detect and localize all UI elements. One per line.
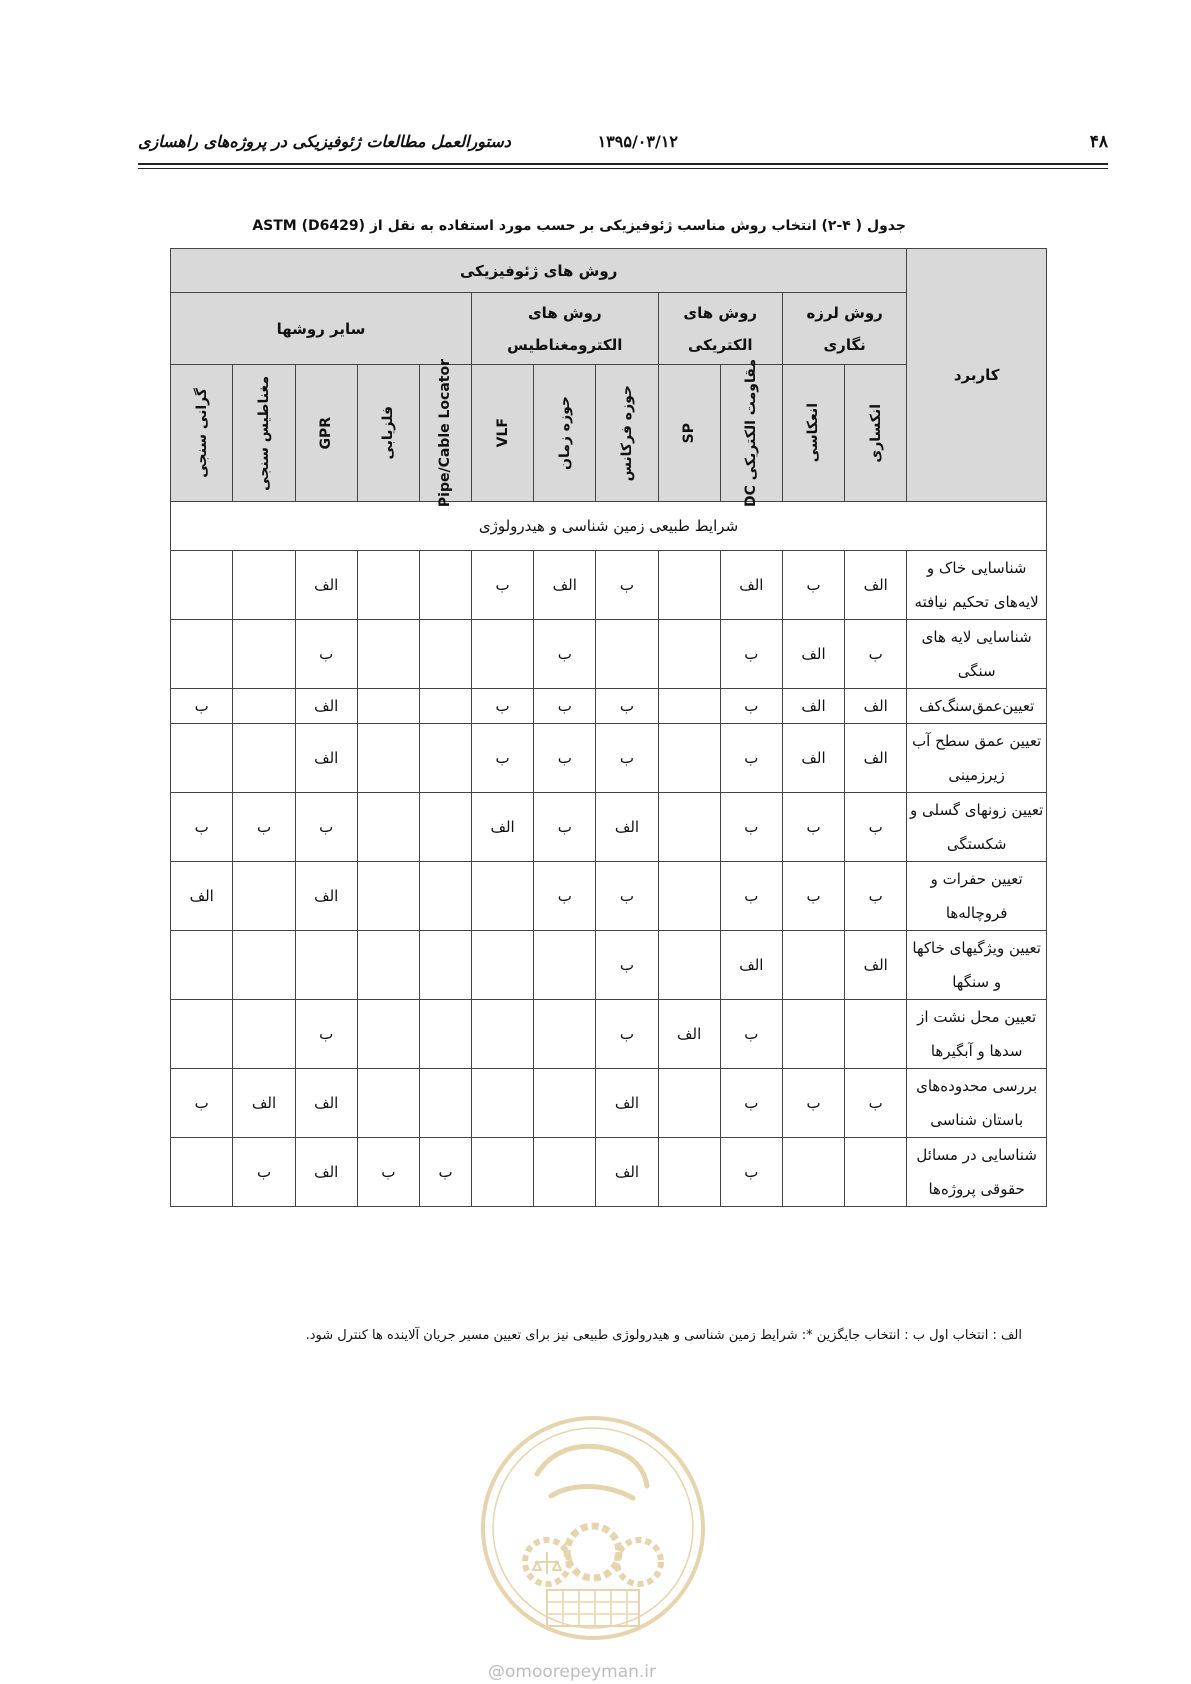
rating-cell: ب: [295, 620, 357, 689]
rating-cell: [233, 551, 295, 620]
header-rule-thin: [138, 168, 1108, 169]
method-group-header: سایر روشها: [171, 293, 472, 365]
method-header-label: GPR: [318, 416, 335, 450]
rating-cell: ب: [782, 551, 844, 620]
table-row: [171, 862, 1047, 931]
rating-cell: ب: [171, 793, 233, 862]
table-caption: جدول ( ۴-۲) انتخاب روش مناسب ژئوفیزیکی بر حسب مورد استفاده به نقل از ASTM (D6429): [252, 218, 906, 234]
rating-cell: [233, 862, 295, 931]
rating-cell: ب: [782, 862, 844, 931]
rating-cell: ب: [596, 689, 658, 724]
method-header-label: VLF: [494, 418, 511, 448]
methods-main-header: روش های ژئوفیزیکی: [171, 249, 907, 293]
rating-cell: ب: [472, 551, 534, 620]
application-cell: تعیین عمق سطح آب زیرزمینی: [907, 724, 1047, 793]
grid-base: [547, 1590, 639, 1626]
rating-cell: [420, 1069, 472, 1138]
rating-cell: ب: [534, 689, 596, 724]
scales-icon: [533, 1552, 561, 1574]
rating-cell: [420, 1000, 472, 1069]
rating-cell: ب: [845, 620, 907, 689]
rating-cell: [658, 862, 720, 931]
method-header: [534, 365, 596, 502]
rating-cell: [171, 931, 233, 1000]
table-row: [171, 1000, 1047, 1069]
method-header: [357, 365, 419, 502]
rating-cell: ب: [233, 1138, 295, 1207]
rating-cell: ب: [596, 551, 658, 620]
rating-cell: ب: [233, 793, 295, 862]
rating-cell: ب: [534, 724, 596, 793]
rating-cell: ب: [720, 1069, 782, 1138]
rating-cell: ب: [534, 862, 596, 931]
table-row: [171, 551, 1047, 620]
application-cell: شناسایی در مسائل حقوقی پروژه‌ها: [907, 1138, 1047, 1207]
rating-cell: [233, 931, 295, 1000]
application-cell: بررسی محدوده‌های باستان شناسی: [907, 1069, 1047, 1138]
rating-cell: [845, 1000, 907, 1069]
rating-cell: ب: [720, 689, 782, 724]
application-cell: شناسایی خاک و لایه‌های تحکیم نیافته: [907, 551, 1047, 620]
table-row: [171, 689, 1047, 724]
rating-cell: ب: [534, 793, 596, 862]
watermark-site: @omoorepeyman.ir: [488, 1662, 657, 1682]
rating-cell: [233, 620, 295, 689]
rating-cell: ب: [420, 1138, 472, 1207]
method-header: [658, 365, 720, 502]
method-group-header: روش لرزه نگاری: [782, 293, 906, 365]
rating-cell: [357, 620, 419, 689]
method-header: [845, 365, 907, 502]
rating-cell: ب: [782, 793, 844, 862]
rating-cell: ب: [472, 689, 534, 724]
method-header: [720, 358, 782, 508]
rating-cell: [171, 1138, 233, 1207]
application-cell: تعیین حفرات و فروچاله‌ها: [907, 862, 1047, 931]
rating-cell: الف: [233, 1069, 295, 1138]
rating-cell: [420, 862, 472, 931]
rating-cell: [658, 724, 720, 793]
rating-cell: ب: [596, 931, 658, 1000]
application-cell: تعیین‌عمق‌سنگ‌کف: [907, 689, 1047, 724]
rating-cell: [295, 931, 357, 1000]
method-header-label: حوزه زمان: [556, 396, 573, 470]
application-cell: شناسایی لایه های سنگی: [907, 620, 1047, 689]
rating-cell: [658, 620, 720, 689]
method-header: [233, 365, 295, 502]
rating-cell: ب: [596, 1000, 658, 1069]
rating-cell: ب: [171, 689, 233, 724]
rating-cell: الف: [845, 931, 907, 1000]
page-number: ۴۸: [1089, 132, 1108, 152]
method-header-label: SP: [681, 422, 698, 444]
grid-lines: [547, 1590, 639, 1626]
table-row: [171, 620, 1047, 689]
brand-logotype: [537, 1446, 647, 1498]
method-group-header: روش های الکتریکی: [658, 293, 782, 365]
rating-cell: [658, 1069, 720, 1138]
rating-cell: الف: [472, 793, 534, 862]
rating-cell: ب: [534, 620, 596, 689]
rating-cell: [472, 931, 534, 1000]
rating-cell: ب: [720, 620, 782, 689]
rating-cell: [472, 620, 534, 689]
rating-cell: [782, 931, 844, 1000]
rating-cell: [845, 1138, 907, 1207]
rating-cell: [420, 689, 472, 724]
method-header-label: انکساری: [867, 403, 884, 463]
rating-cell: [357, 931, 419, 1000]
application-cell: تعیین زونهای گسلی و شکستگی: [907, 793, 1047, 862]
rating-cell: ب: [720, 1000, 782, 1069]
rating-cell: [171, 620, 233, 689]
method-header-label: مغناطیس سنجی: [255, 375, 272, 491]
rating-cell: [472, 862, 534, 931]
rating-cell: الف: [658, 1000, 720, 1069]
rating-cell: ب: [720, 862, 782, 931]
table-row: [171, 793, 1047, 862]
rating-cell: ب: [782, 1069, 844, 1138]
rating-cell: ب: [295, 1000, 357, 1069]
rating-cell: الف: [295, 689, 357, 724]
application-header: کاربرد: [907, 249, 1047, 502]
rating-cell: [534, 1069, 596, 1138]
rating-cell: [658, 689, 720, 724]
rating-cell: [171, 1000, 233, 1069]
rating-cell: الف: [295, 724, 357, 793]
methods-table: [170, 248, 1047, 1207]
rating-cell: الف: [295, 862, 357, 931]
rating-cell: الف: [596, 1069, 658, 1138]
table-row: [171, 724, 1047, 793]
method-header: [596, 365, 658, 502]
rating-cell: [357, 1000, 419, 1069]
rating-cell: الف: [720, 931, 782, 1000]
page-header: [138, 128, 1108, 158]
rating-cell: [472, 1138, 534, 1207]
rating-cell: [420, 793, 472, 862]
rating-cell: الف: [782, 620, 844, 689]
method-header: [171, 365, 233, 502]
rating-cell: [357, 1069, 419, 1138]
rating-cell: الف: [845, 551, 907, 620]
method-header-label: فلزیابی: [380, 406, 397, 460]
rating-cell: الف: [596, 1138, 658, 1207]
rating-cell: ب: [357, 1138, 419, 1207]
table-row: [171, 1138, 1047, 1207]
rating-cell: الف: [596, 793, 658, 862]
rating-cell: ب: [596, 862, 658, 931]
rating-cell: ب: [720, 793, 782, 862]
rating-cell: ب: [171, 1069, 233, 1138]
rating-cell: ب: [720, 724, 782, 793]
method-header-label: Pipe/Cable Locator: [437, 358, 454, 508]
rating-cell: الف: [295, 1138, 357, 1207]
rating-cell: [782, 1000, 844, 1069]
rating-cell: [534, 1138, 596, 1207]
rating-cell: [420, 724, 472, 793]
rating-cell: ب: [720, 1138, 782, 1207]
rating-cell: [420, 620, 472, 689]
method-group-header: روش های الکترومغناطیس: [472, 293, 659, 365]
rating-cell: الف: [171, 862, 233, 931]
rating-cell: ب: [472, 724, 534, 793]
rating-cell: [596, 620, 658, 689]
application-cell: تعیین محل نشت از سدها و آبگیرها: [907, 1000, 1047, 1069]
rating-cell: ب: [295, 793, 357, 862]
rating-cell: [658, 793, 720, 862]
rating-cell: [171, 724, 233, 793]
method-header-label: مقاومت الکتریکی DC: [743, 358, 760, 508]
method-header-label: حوزه فرکانس: [618, 384, 635, 482]
method-header: [420, 358, 472, 508]
rating-cell: ب: [845, 862, 907, 931]
rating-cell: الف: [295, 551, 357, 620]
rating-cell: ب: [845, 1069, 907, 1138]
table-row: [171, 1069, 1047, 1138]
rating-cell: [357, 793, 419, 862]
rating-cell: [534, 931, 596, 1000]
rating-cell: الف: [534, 551, 596, 620]
rating-cell: [233, 1000, 295, 1069]
rating-cell: ب: [845, 793, 907, 862]
rating-cell: الف: [782, 724, 844, 793]
rating-cell: [658, 931, 720, 1000]
method-header: [295, 365, 357, 502]
rating-cell: [233, 689, 295, 724]
rating-cell: ب: [596, 724, 658, 793]
rating-cell: [233, 724, 295, 793]
application-cell: تعیین ویژگیهای خاکها و سنگها: [907, 931, 1047, 1000]
rating-cell: [472, 1069, 534, 1138]
rating-cell: [534, 1000, 596, 1069]
section-row-label: شرایط طبیعی زمین شناسی و هیدرولوژی: [171, 502, 1047, 551]
method-header-label: انعکاسی: [805, 403, 822, 463]
rating-cell: [472, 1000, 534, 1069]
header-date: ۱۳۹۵/۰۳/۱۲: [597, 132, 678, 151]
rating-cell: [171, 551, 233, 620]
rating-cell: الف: [845, 724, 907, 793]
rating-cell: [357, 551, 419, 620]
header-title: دستورالعمل مطالعات ژئوفیزیکی در پروژه‌های راهسازی: [138, 132, 511, 151]
method-header: [782, 365, 844, 502]
watermark-seal: [477, 1412, 709, 1644]
rating-cell: [782, 1138, 844, 1207]
rating-cell: الف: [720, 551, 782, 620]
rating-cell: [357, 689, 419, 724]
rating-cell: الف: [845, 689, 907, 724]
rating-cell: [357, 724, 419, 793]
rating-cell: [420, 551, 472, 620]
header-rule-thick: [138, 163, 1108, 165]
gear-center: [567, 1526, 619, 1578]
table-row: [171, 931, 1047, 1000]
method-header: [472, 365, 534, 502]
rating-cell: الف: [782, 689, 844, 724]
gear-right: [617, 1540, 661, 1584]
footnote: الف : انتخاب اول ب : انتخاب جایگزین *: شرایط زمین شناسی و هیدرولوژی طبیعی نیز برای تعیین مسیر جریان آلاینده ها کنترل شود.: [305, 1328, 1022, 1343]
rating-cell: [658, 551, 720, 620]
rating-cell: الف: [295, 1069, 357, 1138]
rating-cell: [658, 1138, 720, 1207]
method-header-label: گرانی سنجی: [193, 388, 210, 478]
rating-cell: [420, 931, 472, 1000]
rating-cell: [357, 862, 419, 931]
